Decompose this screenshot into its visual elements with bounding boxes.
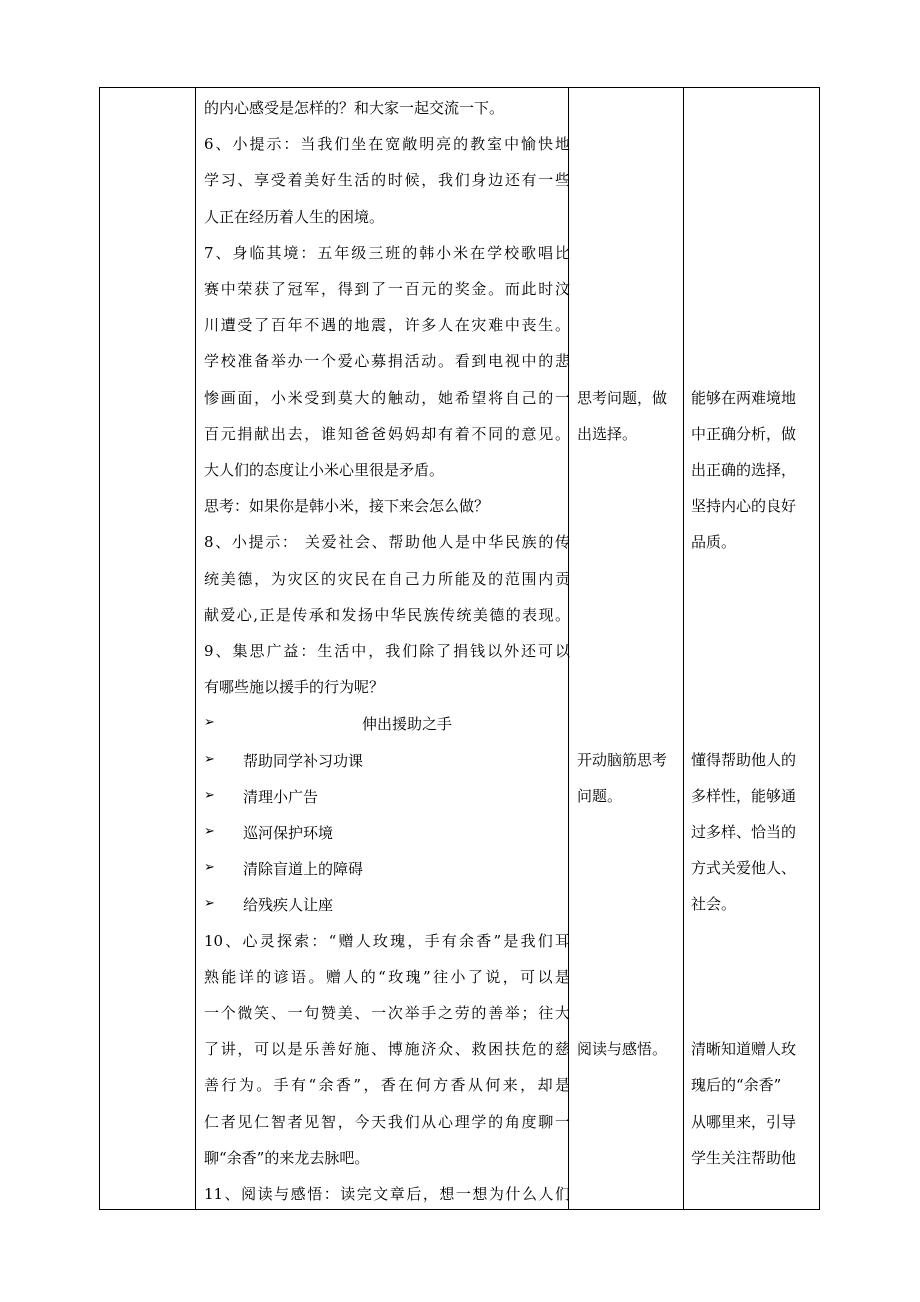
activity-line: 思考：如果你是韩小米，接下来会怎么做？ — [204, 497, 490, 516]
bullet-heading: 伸出援助之手 — [362, 715, 453, 734]
column-divider-1 — [195, 88, 196, 1209]
activity-line: 百元捐献出去，谁知爸爸妈妈却有着不同的意见。 — [204, 424, 570, 443]
activity-line: 聊“余香”的来龙去脉吧。 — [204, 1148, 370, 1167]
activity-line: 学习、享受着美好生活的时候，我们身边还有一些 — [204, 171, 570, 190]
design-intent-line: 学生关注帮助他 — [691, 1148, 797, 1167]
activity-line: 有哪些施以援手的行为呢？ — [204, 678, 385, 697]
design-intent-line: 坚持内心的良好 — [691, 497, 797, 516]
activity-line: 8、小提示： 关爱社会、帮助他人是中华民族的传 — [204, 533, 570, 552]
activity-line: 一个微笑、一句赞美、一次举手之劳的善举；往大 — [204, 1004, 570, 1022]
design-intent-line: 瑰后的“余香” — [691, 1076, 782, 1095]
student-activity-line: 出选择。 — [577, 424, 638, 443]
bullet-marker-icon: ➢ — [204, 860, 215, 876]
design-intent-line: 懂得帮助他人的 — [691, 750, 797, 769]
bullet-item: 帮助同学补习功课 — [243, 751, 364, 770]
activity-line: 赛中荣获了冠军，得到了一百元的奖金。而此时汶 — [204, 280, 570, 298]
activity-line: 献爱心,正是传承和发扬中华民族传统美德的表现。 — [204, 605, 570, 624]
design-intent-line: 从哪里来，引导 — [691, 1112, 797, 1131]
activity-line: 人正在经历着人生的困境。 — [204, 207, 385, 226]
design-intent-line: 多样性，能够通 — [691, 786, 797, 805]
bullet-item: 给残疾人让座 — [243, 896, 334, 915]
activity-line: 仁者见仁智者见智，今天我们从心理学的角度聊一 — [204, 1112, 570, 1131]
activity-line: 11、阅读与感悟：读完文章后，想一想为什么人们 — [204, 1185, 570, 1203]
bullet-marker-icon: ➢ — [204, 787, 215, 803]
activity-line: 6、小提示：当我们坐在宽敞明亮的教室中愉快地 — [204, 135, 570, 154]
design-intent-line: 品质。 — [691, 533, 737, 552]
design-intent-line: 能够在两难境地 — [691, 388, 797, 407]
bullet-item: 清除盲道上的障碍 — [243, 860, 364, 879]
bullet-marker-icon: ➢ — [204, 896, 215, 912]
activity-line: 熟能详的谚语。赠人的“玫瑰”往小了说，可以是 — [204, 967, 570, 986]
activity-line: 9、集思广益：生活中，我们除了捐钱以外还可以 — [204, 642, 570, 660]
student-activity-line: 思考问题，做 — [577, 388, 668, 407]
activity-line: 学校准备举办一个爱心募捐活动。看到电视中的悲 — [204, 352, 570, 371]
lesson-plan-table — [99, 87, 820, 1210]
activity-line: 川遭受了百年不遇的地震，许多人在灾难中丧生。 — [204, 316, 570, 335]
activity-line: 7、身临其境：五年级三班的韩小米在学校歌唱比 — [204, 243, 570, 262]
design-intent-line: 中正确分析，做 — [691, 424, 797, 443]
bullet-marker-icon: ➢ — [204, 824, 215, 839]
activity-line: 统美德，为灾区的灾民在自己力所能及的范围内贡 — [204, 569, 570, 588]
design-intent-line: 方式关爱他人、 — [691, 859, 797, 878]
activity-line: 大人们的态度让小米心里很是矛盾。 — [204, 461, 445, 479]
design-intent-line: 清晰知道赠人玫 — [691, 1040, 797, 1059]
activity-line: 善行为。手有“余香”，香在何方香从何来，却是 — [204, 1076, 570, 1095]
bullet-item: 巡河保护环境 — [243, 824, 334, 842]
bullet-marker-icon: ➢ — [204, 715, 215, 731]
activity-line: 10、心灵探索：“赠人玫瑰，手有余香”是我们耳 — [204, 931, 570, 950]
bullet-item: 清理小广告 — [243, 787, 319, 806]
activity-line: 的内心感受是怎样的？和大家一起交流一下。 — [204, 99, 505, 117]
design-intent-line: 出正确的选择， — [691, 461, 797, 479]
student-activity-line: 问题。 — [577, 786, 623, 805]
design-intent-line: 社会。 — [691, 895, 737, 914]
student-activity-line: 阅读与感悟。 — [577, 1040, 668, 1059]
design-intent-line: 过多样、恰当的 — [691, 823, 797, 841]
column-divider-3 — [683, 88, 684, 1209]
bullet-marker-icon: ➢ — [204, 751, 215, 767]
activity-line: 惨画面，小米受到莫大的触动，她希望将自己的一 — [204, 388, 570, 407]
activity-line: 了讲，可以是乐善好施、博施济众、救困扶危的慈 — [204, 1040, 570, 1059]
student-activity-line: 开动脑筋思考 — [577, 750, 668, 769]
